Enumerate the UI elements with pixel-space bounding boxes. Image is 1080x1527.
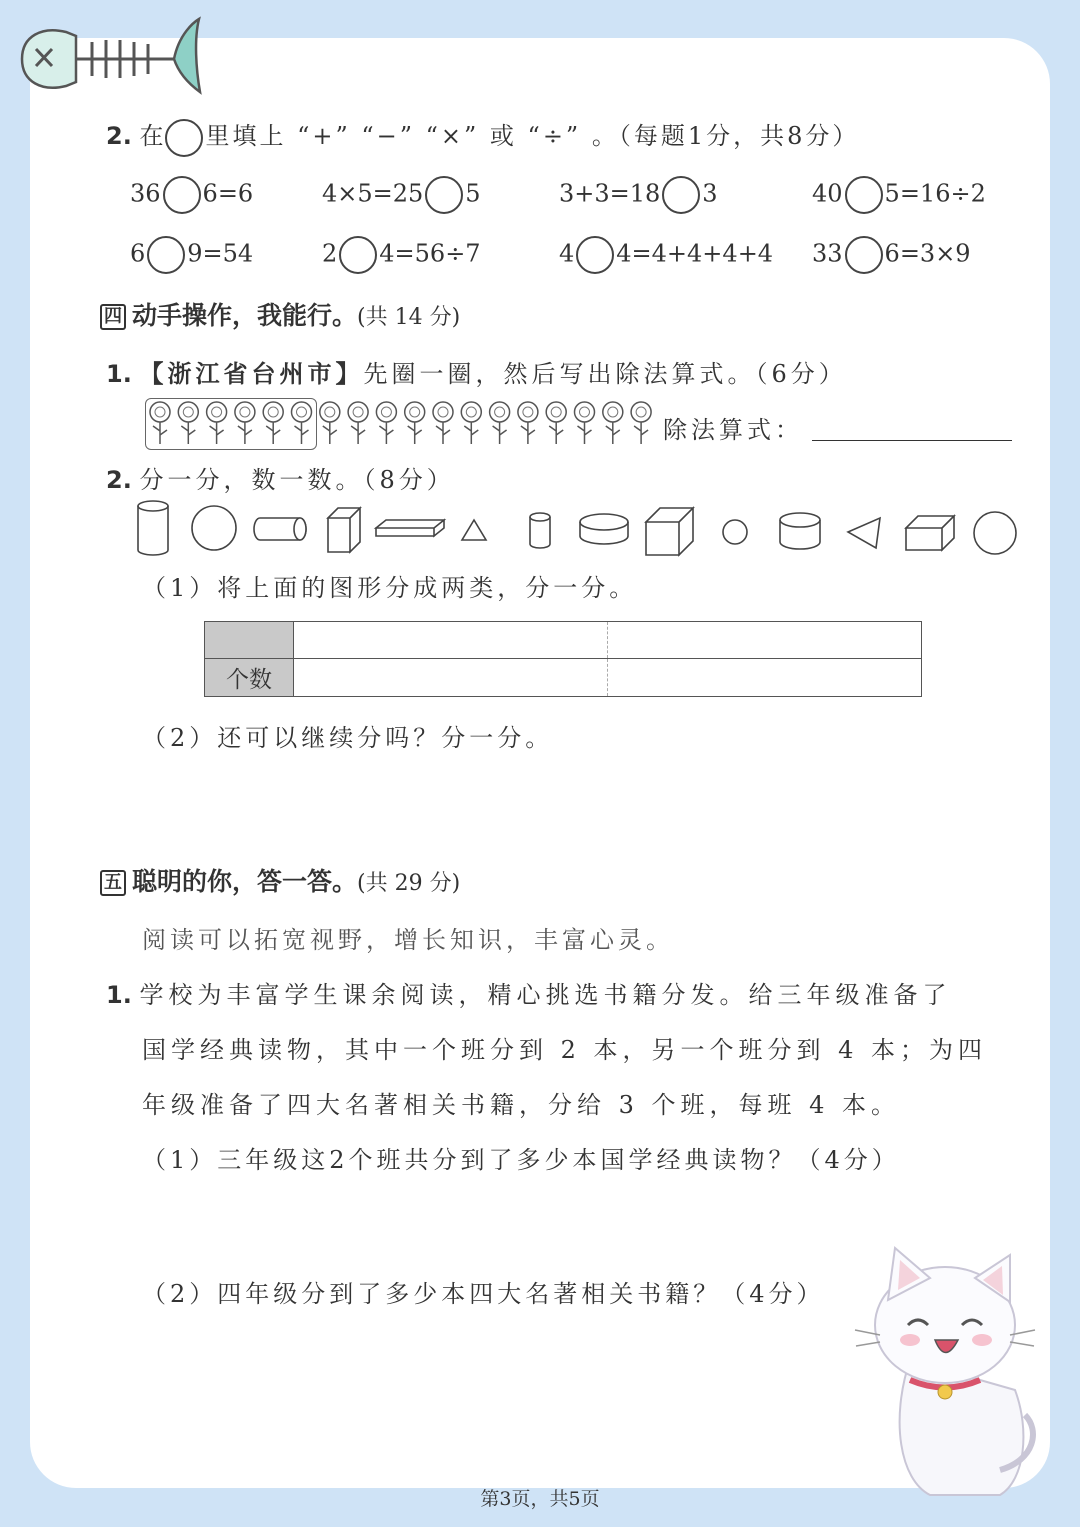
equation: 33 6=3×9 xyxy=(812,236,971,274)
source-tag: 【浙江省台州市】 xyxy=(139,360,364,388)
triangle-icon xyxy=(462,520,486,540)
category-1-cell[interactable] xyxy=(294,622,608,659)
cat-illustration xyxy=(850,1240,1040,1500)
equation: 6 9=54 xyxy=(130,236,253,274)
instruction-prefix: 在 xyxy=(139,122,164,150)
triangle-icon xyxy=(848,518,880,548)
blank-circle[interactable] xyxy=(163,176,201,214)
s5-q1-line3: 年级准备了四大名著相关书籍，分给 3 个班，每班 4 本。 xyxy=(142,1091,901,1119)
cylinder-icon xyxy=(138,501,168,555)
flower-icon xyxy=(631,402,651,444)
category-2-cell[interactable] xyxy=(608,622,922,659)
s4-q2-sub1: （1）将上面的图形分成两类，分一分。 xyxy=(142,574,638,602)
s4-q1-prompt: 1. 【浙江省台州市】先圈一圈，然后写出除法算式。（6分） xyxy=(106,360,847,388)
page-footer: 第3页，共5页 xyxy=(480,1488,600,1510)
count-2-cell[interactable] xyxy=(608,659,922,697)
blank-circle[interactable] xyxy=(576,236,614,274)
section-badge: 四 xyxy=(100,304,126,330)
cylinder-icon xyxy=(780,513,820,549)
equation: 4 4=4+4+4+4 xyxy=(559,236,773,274)
sort-table xyxy=(204,621,922,697)
flower-icon xyxy=(376,402,396,444)
cylinder-icon xyxy=(530,513,550,548)
equation: 4×5=25 5 xyxy=(322,176,481,214)
cuboid-icon xyxy=(906,516,954,550)
section-score: (共 29 分) xyxy=(357,871,461,896)
instruction-text: 里填上 “+” “−” “×” 或 “÷” 。（每题1分，共8分） xyxy=(205,122,860,150)
header-cell xyxy=(205,622,294,659)
fish-skeleton-icon xyxy=(14,14,204,104)
cylinder-flat-icon xyxy=(580,514,628,544)
answer-label: 除法算式： xyxy=(663,416,803,444)
section-badge: 五 xyxy=(100,870,126,896)
answer-line[interactable] xyxy=(812,440,1012,441)
flower-icon xyxy=(348,402,368,444)
q2-instruction xyxy=(106,116,859,157)
flower-icon xyxy=(235,402,255,444)
equation: 36 6=6 xyxy=(130,176,253,214)
flower-icon xyxy=(178,402,198,444)
question-number: 2. xyxy=(106,122,132,150)
count-1-cell[interactable] xyxy=(294,659,608,697)
flower-icon xyxy=(405,402,425,444)
section-4-heading xyxy=(100,296,460,332)
s5-q1-line2: 国学经典读物，其中一个班分到 2 本，另一个班分到 4 本；为四 xyxy=(142,1036,988,1064)
flower-row xyxy=(144,398,664,450)
blank-circle[interactable] xyxy=(147,236,185,274)
count-label: 个数 xyxy=(205,659,294,697)
blank-circle[interactable] xyxy=(845,176,883,214)
blank-circle[interactable] xyxy=(339,236,377,274)
blank-circle[interactable] xyxy=(662,176,700,214)
circle-icon xyxy=(974,512,1016,554)
section-score: (共 14 分) xyxy=(357,305,461,330)
equation: 40 5=16÷2 xyxy=(812,176,986,214)
blank-circle[interactable] xyxy=(165,119,203,157)
equation: 3+3=18 3 xyxy=(559,176,718,214)
flower-icon xyxy=(150,402,170,444)
flower-icon xyxy=(320,402,340,444)
section-5-heading xyxy=(100,862,460,898)
s5-q1-line1: 1. 学校为丰富学生课余阅读，精心挑选书籍分发。给三年级准备了 xyxy=(106,981,952,1009)
cylinder-lying-icon xyxy=(254,518,306,540)
cuboid-icon xyxy=(328,508,360,552)
circle-icon xyxy=(723,520,747,544)
blank-circle[interactable] xyxy=(845,236,883,274)
s4-q2-prompt: 2. 分一分，数一数。（8分） xyxy=(106,466,455,494)
shape-row xyxy=(130,500,1030,560)
s5-q1-sub2: （2）四年级分到了多少本四大名著相关书籍？（4分） xyxy=(142,1280,825,1308)
section-title: 聪明的你，答一答。 xyxy=(132,867,358,896)
blank-circle[interactable] xyxy=(425,176,463,214)
flower-icon xyxy=(263,402,283,444)
s5-intro: 阅读可以拓宽视野，增长知识，丰富心灵。 xyxy=(142,926,674,954)
flower-icon xyxy=(207,402,227,444)
s5-q1-sub1: （1）三年级这2个班共分到了多少本国学经典读物？（4分） xyxy=(142,1146,900,1174)
flower-icon xyxy=(575,402,595,444)
flower-icon xyxy=(546,402,566,444)
circle-icon xyxy=(192,506,236,550)
flower-icon xyxy=(490,402,510,444)
flower-icon xyxy=(603,402,623,444)
s4-q2-sub2: （2）还可以继续分吗？分一分。 xyxy=(142,724,554,752)
section-title: 动手操作，我能行。 xyxy=(132,301,358,330)
cube-icon xyxy=(646,508,693,555)
equation: 2 4=56÷7 xyxy=(322,236,481,274)
flower-icon xyxy=(292,402,312,444)
flower-icon xyxy=(461,402,481,444)
flower-icon xyxy=(433,402,453,444)
flower-icon xyxy=(518,402,538,444)
cuboid-flat-icon xyxy=(376,520,444,536)
